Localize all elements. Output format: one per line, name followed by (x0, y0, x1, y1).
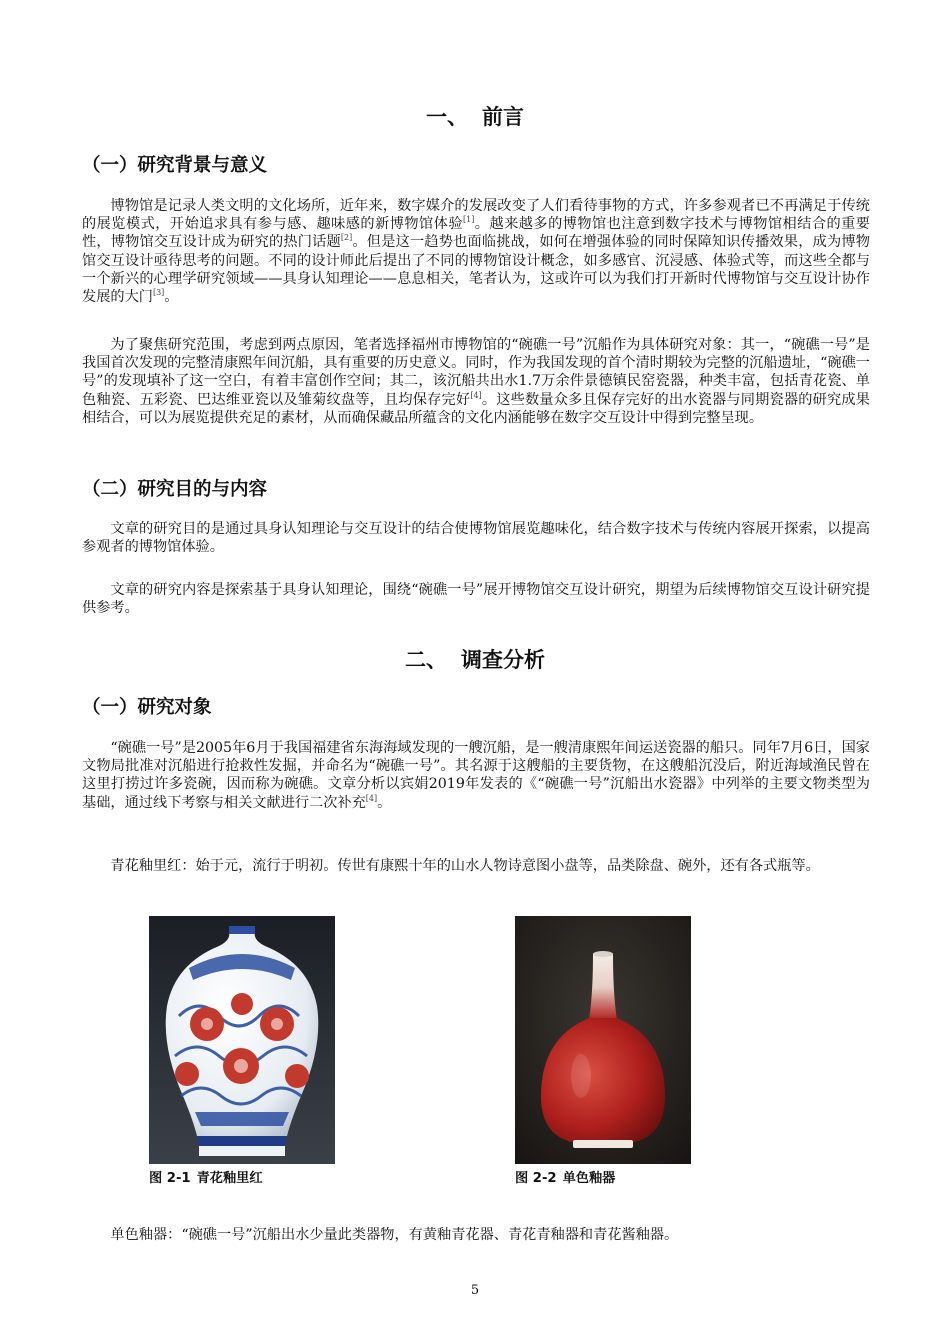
figure-caption: 图 2-2 单色釉器 (515, 1171, 616, 1186)
section-number: 二、 (405, 648, 447, 672)
section-heading-2 (0, 644, 950, 674)
section-number: 一、 (426, 105, 468, 129)
section-heading-1 (0, 101, 950, 131)
subsection-heading: （二）研究目的与内容 (82, 479, 268, 500)
section-title: 前言 (482, 105, 524, 129)
paragraph: 单色釉器：“碗礁一号”沉船出水少量此类器物，有黄釉青花器、青花青釉器和青花酱釉器。 (110, 1227, 679, 1243)
page-number: 5 (470, 1283, 480, 1298)
blue-white-red-vase-icon (149, 916, 335, 1164)
citation: [4] (470, 390, 482, 400)
citation: [4] (365, 793, 378, 803)
subsection-heading: （一）研究背景与意义 (82, 155, 268, 176)
paragraph: 文章的研究目的是通过具身认知理论与交互设计的结合使博物馆展览趣味化，结合数字技术与传统内容展开探索，以提高参观者的博物馆体验。 (82, 521, 870, 556)
citation: [3] (152, 288, 165, 298)
citation: [1] (463, 215, 475, 225)
section-title: 调查分析 (461, 648, 545, 672)
subsection-heading: （一）研究对象 (82, 697, 212, 718)
paragraph: 为了聚焦研究范围，考虑到两点原因，笔者选择福州市博物馆的“碗礁一号”沉船作为具体研究对象：其一，“碗礁一号”是我国首次发现的完整清康熙年间沉船，具有重要的历史意义。同时，作为我国发现的首个清时期较为完整的沉船遗址，“碗礁一号”的发现填补了这一空白，有着丰富创作空间；其二，该沉船共出水1.7万余件景德镇民窑瓷器，种类丰富，包括青花瓷、单色釉瓷、五彩瓷、巴达维亚瓷以及雏菊纹盘等，且均保存完好[4]。这些数量众多且保存完好的出水瓷器与同期瓷器的研究成果相结合，可以为展览提供充足的素材，从而确保藏品所蕴含的文化内涵能够在数字交互设计中得到完整呈现。 (82, 337, 870, 426)
paragraph: 博物馆是记录人类文明的文化场所，近年来，数字媒介的发展改变了人们看待事物的方式，许多参观者已不再满足于传统的展览模式，开始追求具有参与感、趣味感的新博物馆体验[1]。越来越多的博物馆也注意到数字技术与博物馆相结合的重要性，博物馆交互设计成为研究的热门话题[2]。但是这一趋势也面临挑战，如何在增强体验的同时保障知识传播效果，成为博物馆交互设计亟待思考的问题。不同的设计师此后提出了不同的博物馆设计概念，如多感官、沉浸感、体验式等，而这些全都与一个新兴的心理学研究领域——具身认知理论——息息相关，笔者认为，这或许可以为我们打开新时代博物馆与交互设计协作发展的大门[3]。 (82, 198, 870, 306)
figure-caption: 图 2-1 青花釉里红 (149, 1171, 263, 1186)
paragraph: 青花釉里红：始于元，流行于明初。传世有康熙十年的山水人物诗意图小盘等，品类除盘、碗外，还有各式瓶等。 (110, 858, 820, 874)
citation: [2] (340, 233, 353, 243)
red-glaze-bottle-vase-icon (515, 916, 691, 1164)
paragraph: 文章的研究内容是探索基于具身认知理论，围绕“碗礁一号”展开博物馆交互设计研究，期望为后续博物馆交互设计研究提供参考。 (82, 582, 870, 617)
paragraph: “碗礁一号”是2005年6月于我国福建省东海海域发现的一艘沉船，是一艘清康熙年间运送瓷器的船只。同年7月6日，国家文物局批准对沉船进行抢救性发掘，并命名为“碗礁一号”。其名源于这艘船的主要货物，在这艘船沉没后，附近海域渔民曾在这里打捞过许多瓷碗，因而称为碗礁。文章分析以宾娟2019年发表的《“碗礁一号”沉船出水瓷器》中列举的主要文物类型为基础，通过线下考察与相关文献进行二次补充[4]。 (82, 740, 870, 811)
